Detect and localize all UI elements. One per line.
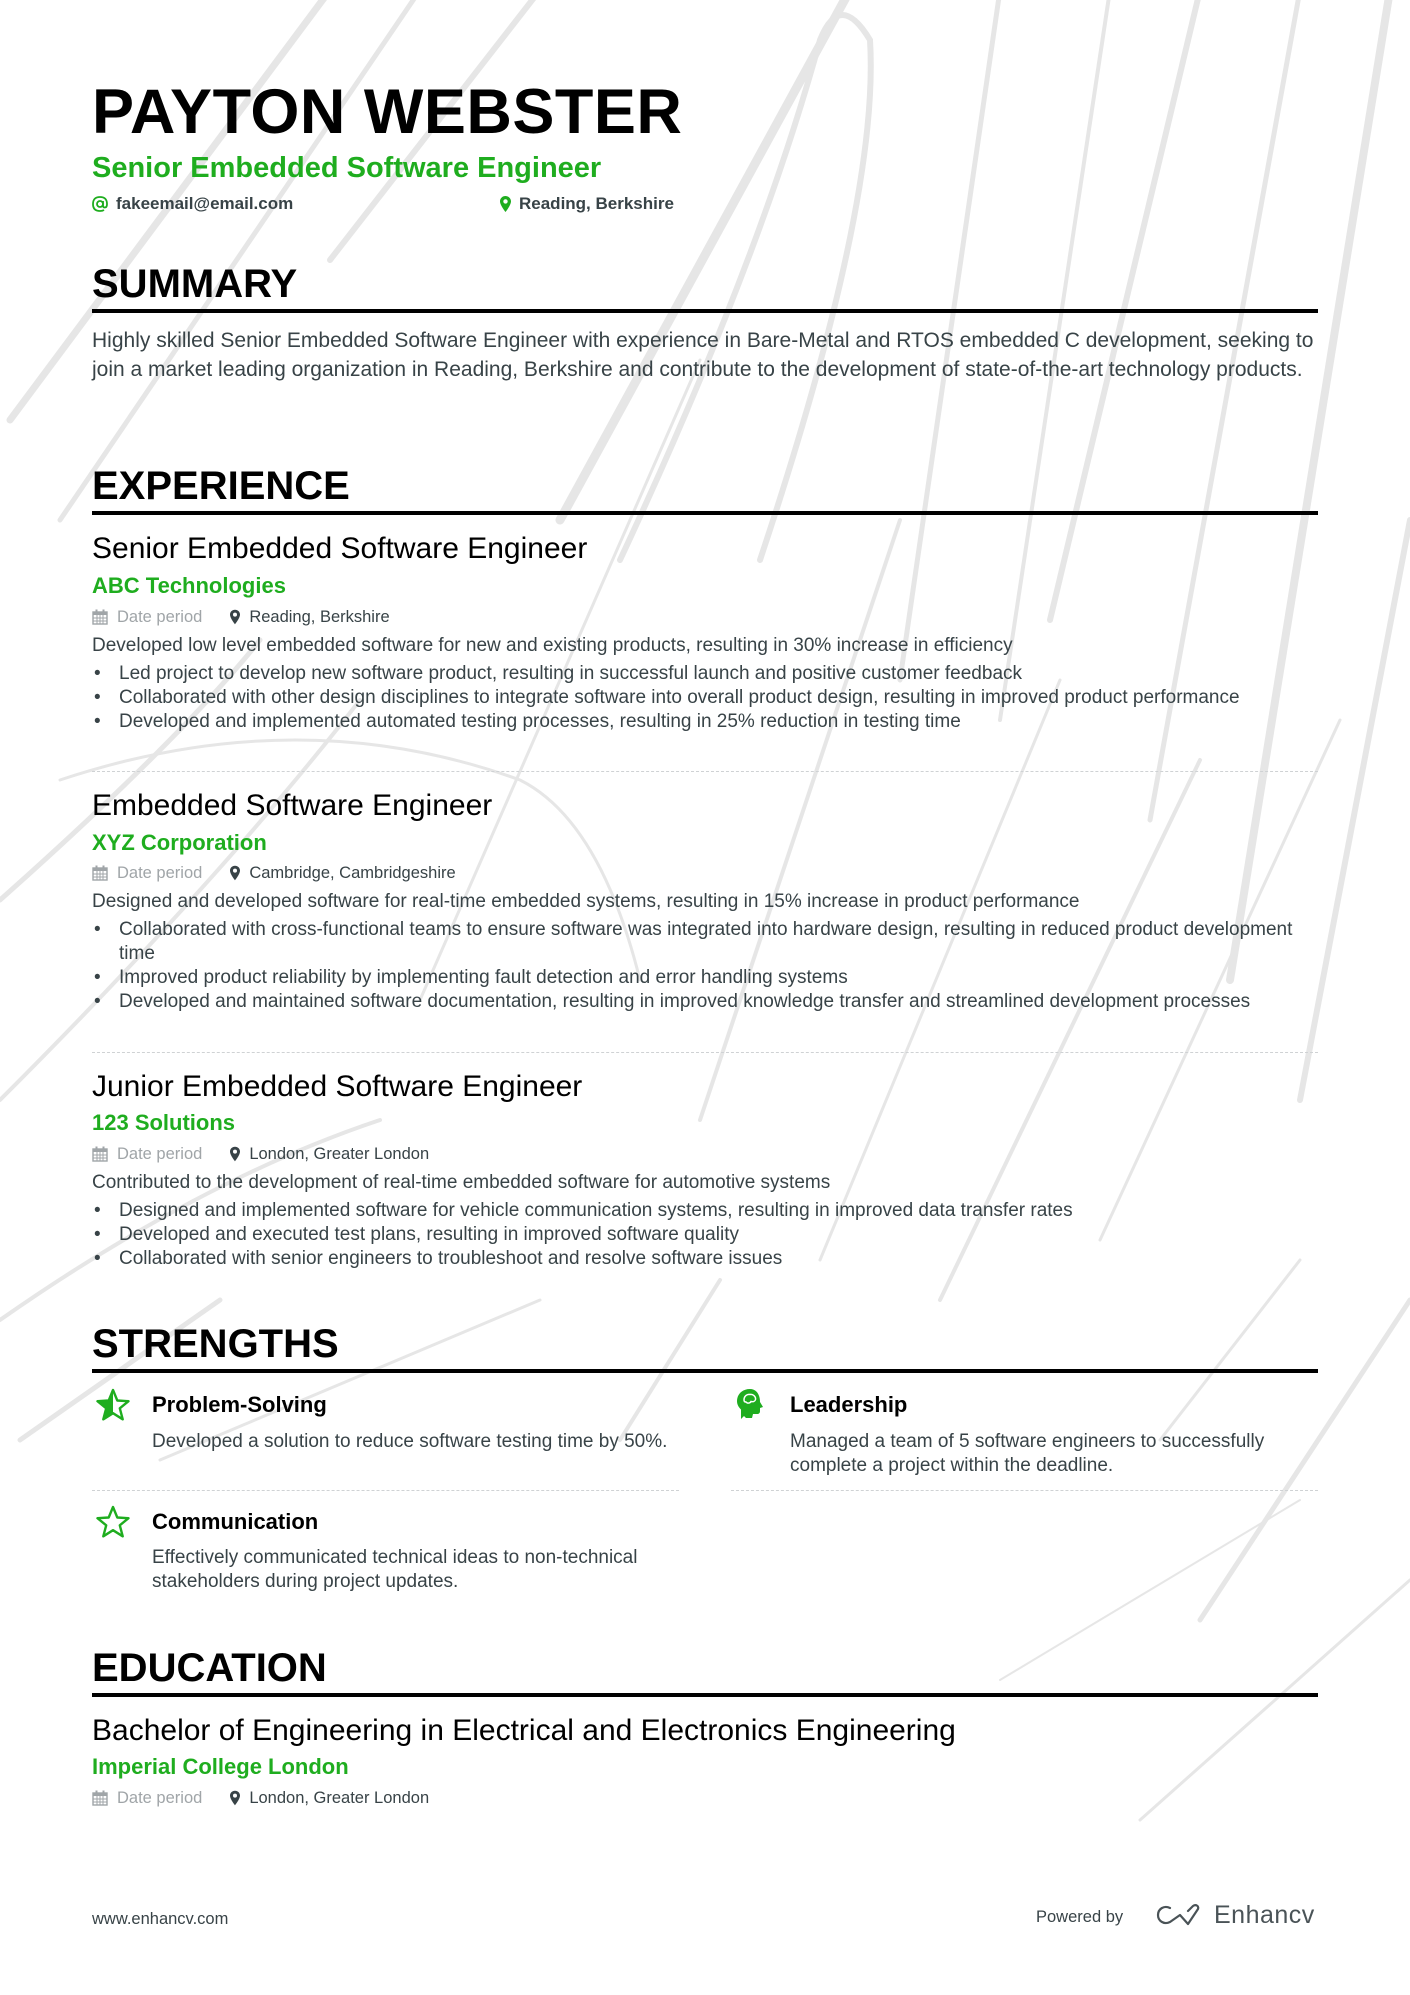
job-location: Reading, Berkshire	[249, 608, 390, 626]
section-title-summary: SUMMARY	[92, 262, 298, 306]
job-location: Cambridge, Cambridgeshire	[249, 864, 456, 882]
job-description: Designed and developed software for real-time embedded systems, resulting in 15% increase in product performance	[92, 891, 1080, 912]
company-name: ABC Technologies	[92, 573, 286, 598]
section-title-education: EDUCATION	[92, 1646, 327, 1690]
job-meta	[92, 1144, 429, 1164]
date-period: Date period	[117, 864, 203, 882]
bullet-item: • Led project to develop new software product, resulting in successful launch and positive customer feedback	[92, 662, 1318, 686]
job-title: Senior Embedded Software Engineer	[92, 532, 588, 565]
bullet-item: • Designed and implemented software for vehicle communication systems, resulting in improved data transfer rates	[92, 1199, 1318, 1223]
map-pin-icon	[230, 1146, 240, 1162]
strength-description: Effectively communicated technical ideas to non-technical stakeholders during project updates.	[152, 1547, 638, 1592]
bullet-item: • Developed and maintained software documentation, resulting in improved knowledge transfer and streamlined development processes	[92, 990, 1318, 1014]
job-description: Contributed to the development of real-time embedded software for automotive systems	[92, 1172, 831, 1193]
brand-name: Enhancv	[1214, 1901, 1315, 1929]
calendar-icon	[92, 1146, 108, 1162]
half-star-icon	[96, 1388, 130, 1422]
map-pin-icon	[230, 865, 240, 881]
email-text: fakeemail@email.com	[116, 194, 294, 213]
job-bullets	[92, 662, 1318, 734]
school-name: Imperial College London	[92, 1754, 349, 1779]
bullet-item: • Collaborated with other design disciplines to integrate software into overall product design, resulting in improved product performance	[92, 686, 1318, 710]
entry-divider	[92, 1490, 679, 1491]
map-pin-icon	[230, 609, 240, 625]
bullet-item: • Developed and implemented automated testing processes, resulting in 25% reduction in testing time	[92, 710, 1318, 734]
education-location: London, Greater London	[249, 1789, 430, 1807]
date-period: Date period	[117, 1789, 203, 1807]
calendar-icon	[92, 609, 108, 625]
contact-location	[500, 193, 674, 215]
footer-website-link[interactable]: www.enhancv.com	[92, 1910, 229, 1928]
date-period: Date period	[117, 1145, 203, 1163]
company-name: 123 Solutions	[92, 1110, 236, 1135]
summary-text: Highly skilled Senior Embedded Software Engineer with experience in Bare-Metal and RTOS embedded C development, seeking to join a market leading organization in Reading, Berkshire and contribute to the development of state-of-the-art technology products.	[92, 329, 1314, 381]
calendar-icon	[92, 865, 108, 881]
contact-email[interactable]	[92, 193, 293, 215]
map-pin-icon	[230, 1790, 240, 1806]
company-name: XYZ Corporation	[92, 830, 267, 855]
candidate-headline: Senior Embedded Software Engineer	[92, 152, 602, 184]
strength-title: Communication	[152, 1509, 319, 1534]
section-title-experience: EXPERIENCE	[92, 464, 350, 508]
calendar-icon	[92, 1790, 108, 1806]
strength-title: Leadership	[790, 1392, 908, 1417]
bullet-item: • Collaborated with cross-functional teams to ensure software was integrated into hardware design, resulting in reduced product development time	[92, 918, 1318, 966]
bullet-item: • Collaborated with senior engineers to troubleshoot and resolve software issues	[92, 1247, 1318, 1271]
entry-divider	[731, 1490, 1318, 1491]
candidate-name: PAYTON WEBSTER	[92, 77, 683, 147]
job-bullets	[92, 1199, 1318, 1271]
job-location: London, Greater London	[249, 1145, 430, 1163]
section-divider	[92, 1369, 1318, 1373]
degree-title: Bachelor of Engineering in Electrical and Electronics Engineering	[92, 1714, 956, 1747]
entry-divider	[92, 771, 1318, 772]
job-title: Junior Embedded Software Engineer	[92, 1070, 583, 1103]
strength-description: Developed a solution to reduce software testing time by 50%.	[152, 1431, 668, 1452]
enhancv-logo[interactable]	[1156, 1900, 1315, 1930]
map-pin-icon	[500, 196, 511, 212]
job-meta	[92, 607, 390, 627]
education-meta	[92, 1788, 429, 1808]
job-meta	[92, 863, 456, 883]
bullet-item: • Developed and executed test plans, resulting in improved software quality	[92, 1223, 1318, 1247]
at-icon	[92, 196, 108, 212]
strength-description: Managed a team of 5 software engineers to successfully complete a project within the deadline.	[790, 1431, 1265, 1476]
section-divider	[92, 309, 1318, 313]
job-title: Embedded Software Engineer	[92, 789, 493, 822]
job-description: Developed low level embedded software for new and existing products, resulting in 30% increase in efficiency	[92, 635, 1013, 656]
section-title-strengths: STRENGTHS	[92, 1322, 339, 1366]
strength-title: Problem-Solving	[152, 1392, 327, 1417]
job-bullets	[92, 918, 1318, 1014]
date-period: Date period	[117, 608, 203, 626]
location-text: Reading, Berkshire	[519, 194, 674, 213]
head-brain-icon	[734, 1388, 768, 1422]
section-divider	[92, 1693, 1318, 1697]
section-divider	[92, 511, 1318, 515]
powered-by-label: Powered by	[1036, 1908, 1124, 1926]
enhancv-logo-icon	[1156, 1903, 1202, 1927]
bullet-item: • Improved product reliability by implementing fault detection and error handling systems	[92, 966, 1318, 990]
star-outline-icon	[96, 1505, 130, 1539]
entry-divider	[92, 1052, 1318, 1053]
